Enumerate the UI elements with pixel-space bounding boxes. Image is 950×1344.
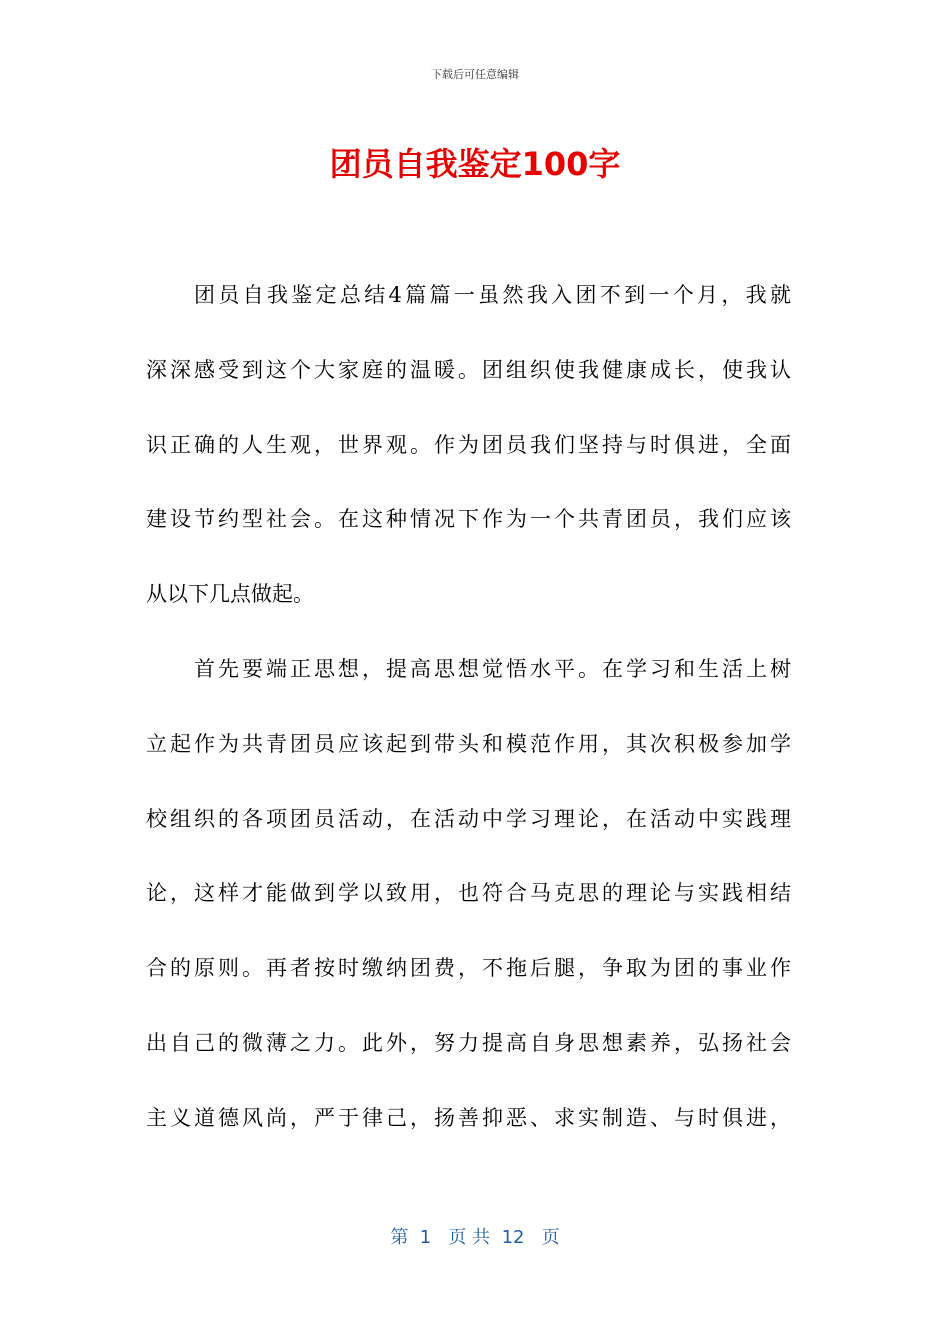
paragraph-line: 主义道德风尚，严于律己，扬善抑恶、求实制造、与时俱进， bbox=[146, 1105, 791, 1130]
paragraph-line: 首先要端正思想，提高思想觉悟水平。在学习和生活上树 bbox=[194, 656, 791, 681]
header-note: 下载后可任意编辑 bbox=[431, 68, 519, 81]
paragraph-line: 合的原则。再者按时缴纳团费，不拖后腿，争取为团的事业作 bbox=[146, 956, 791, 981]
paragraph-line: 深深感受到这个大家庭的温暖。团组织使我健康成长，使我认 bbox=[146, 357, 791, 382]
paragraph-line: 团员自我鉴定总结4篇篇一虽然我入团不到一个月，我就 bbox=[194, 283, 791, 307]
paragraph-line: 立起作为共青团员应该起到带头和模范作用，其次积极参加学 bbox=[146, 731, 791, 756]
paragraph-line: 从以下几点做起。 bbox=[146, 582, 314, 607]
page-number-footer: 第 1 页 共 12 页 bbox=[390, 1227, 560, 1248]
paragraph-line: 校组织的各项团员活动，在活动中学习理论，在活动中实践理 bbox=[146, 806, 791, 831]
document-title: 团员自我鉴定100字 bbox=[329, 145, 621, 183]
paragraph-line: 出自己的微薄之力。此外，努力提高自身思想素养，弘扬社会 bbox=[146, 1030, 791, 1055]
paragraph-line: 论，这样才能做到学以致用，也符合马克思的理论与实践相结 bbox=[146, 881, 791, 906]
paragraph-line: 建设节约型社会。在这种情况下作为一个共青团员，我们应该 bbox=[146, 507, 791, 532]
document-body bbox=[146, 258, 791, 1156]
paragraph-line: 识正确的人生观，世界观。作为团员我们坚持与时俱进，全面 bbox=[146, 432, 791, 457]
